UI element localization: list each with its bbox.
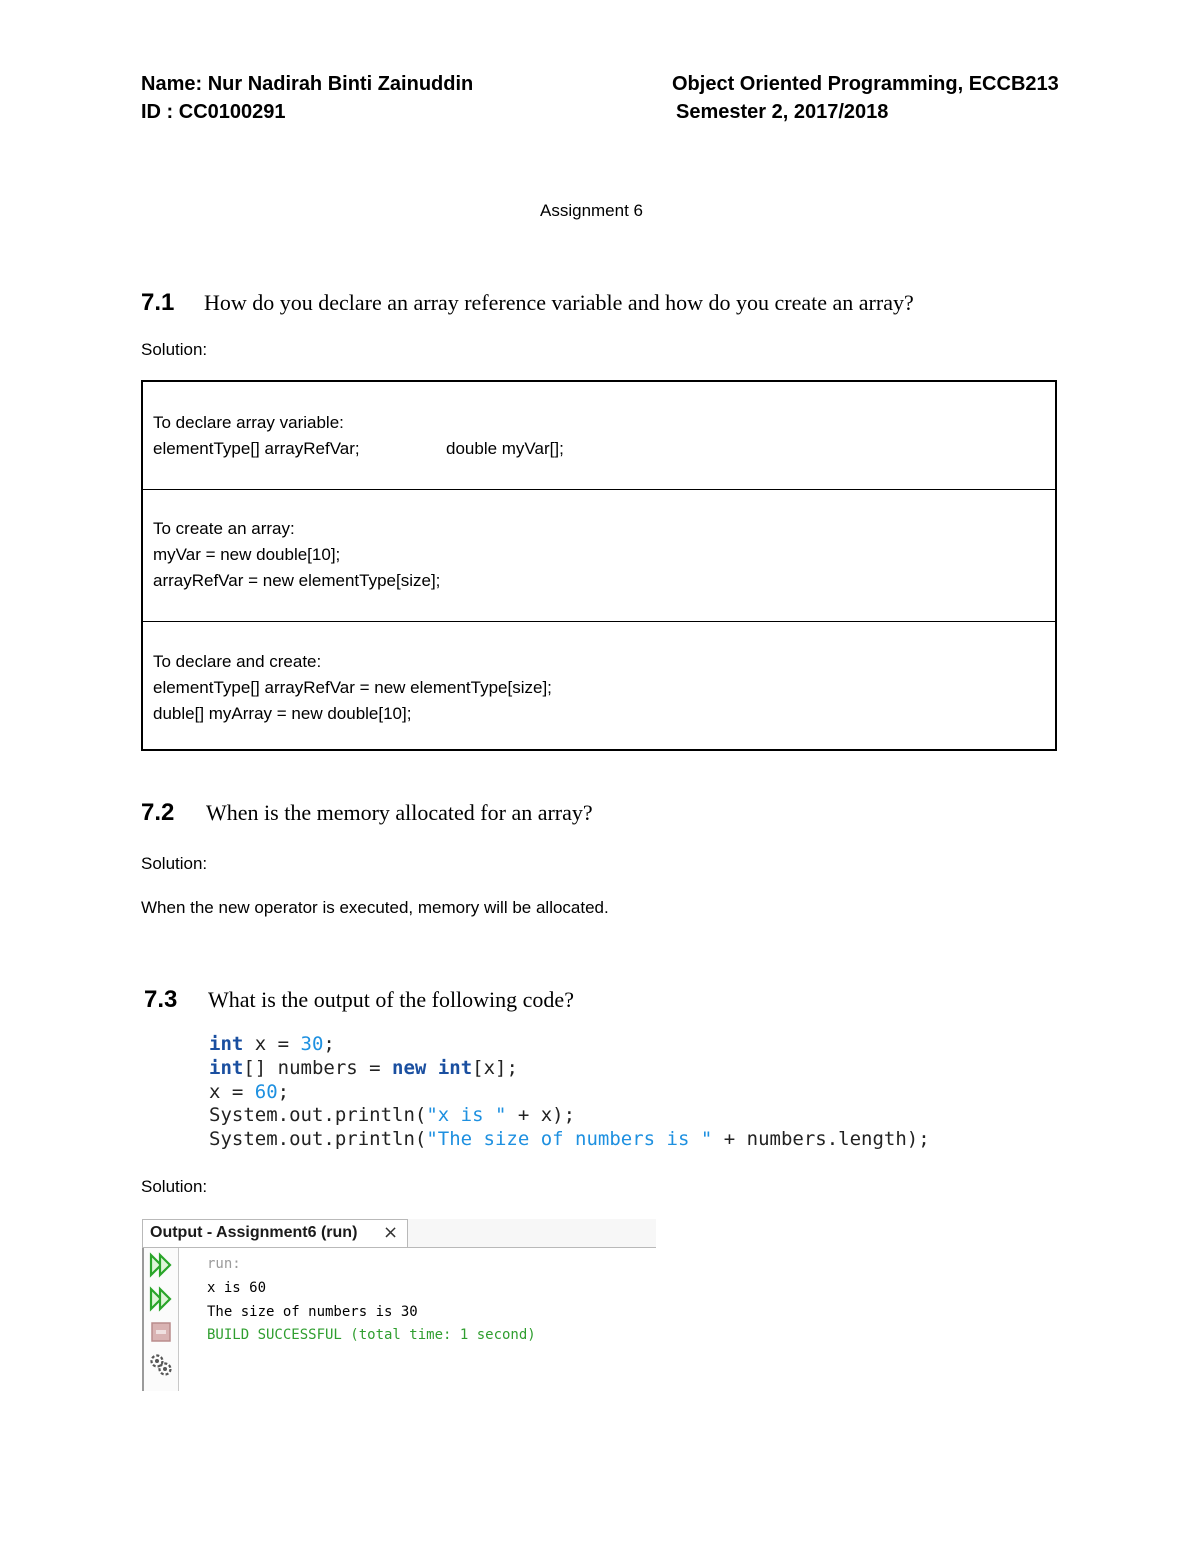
row-heading: To declare array variable:	[153, 413, 344, 432]
code-text: System.out.println(	[209, 1104, 427, 1126]
output-run-line: run:	[207, 1256, 241, 1272]
code-text: ;	[323, 1033, 335, 1055]
semester: Semester 2, 2017/2018	[676, 101, 889, 123]
output-toolbar	[142, 1248, 179, 1391]
code-text: x =	[209, 1081, 255, 1103]
settings-icon[interactable]	[148, 1352, 174, 1378]
table-row	[143, 489, 1055, 622]
code-line: double myVar[];	[446, 439, 564, 458]
output-panel	[142, 1219, 656, 1391]
row-heading: To create an array:	[153, 519, 295, 538]
rerun-icon[interactable]	[148, 1286, 174, 1312]
solution-label: Solution:	[141, 1177, 208, 1196]
code-line: duble[] myArray = new double[10];	[153, 704, 412, 723]
code-line: myVar = new double[10];	[153, 545, 341, 564]
string-literal: "The size of numbers is "	[426, 1128, 713, 1150]
code-line-4	[209, 1104, 575, 1126]
output-line: The size of numbers is 30	[207, 1304, 418, 1320]
course-title: Object Oriented Programming, ECCB213	[672, 73, 1059, 95]
output-line: x is 60	[207, 1280, 267, 1296]
code-line-3	[209, 1081, 289, 1103]
stop-icon[interactable]	[148, 1319, 174, 1345]
code-text: + numbers.length);	[712, 1128, 930, 1150]
code-text: [x];	[472, 1057, 518, 1079]
output-tab-title: Output - Assignment6 (run)	[150, 1224, 358, 1241]
question-number: 7.1	[141, 289, 175, 316]
student-id: ID : CC0100291	[141, 101, 286, 123]
solution-label: Solution:	[141, 340, 208, 359]
keyword: int	[437, 1057, 473, 1079]
code-line: elementType[] arrayRefVar = new elementType[size];	[153, 678, 552, 697]
question-number: 7.2	[141, 799, 175, 826]
keyword: int	[209, 1057, 244, 1079]
code-line-2	[209, 1057, 518, 1079]
code-text	[426, 1057, 437, 1079]
output-tab[interactable]	[142, 1219, 408, 1247]
solution-label: Solution:	[141, 854, 208, 873]
assignment-title: Assignment 6	[540, 201, 643, 220]
row-heading: To declare and create:	[153, 652, 322, 671]
question-number: 7.3	[144, 986, 178, 1013]
code-text: ;	[277, 1081, 290, 1103]
output-build-line: BUILD SUCCESSFUL (total time: 1 second)	[207, 1327, 536, 1343]
code-line: elementType[] arrayRefVar;	[153, 439, 360, 458]
close-icon[interactable]: ×	[383, 1222, 399, 1243]
keyword: int	[209, 1033, 244, 1055]
question-text: What is the output of the following code?	[208, 987, 574, 1012]
table-row	[143, 621, 1055, 749]
table-row	[143, 382, 1055, 490]
panel-tab-bar	[142, 1219, 656, 1248]
code-text: x =	[243, 1033, 301, 1055]
keyword: new	[392, 1057, 427, 1079]
string-literal: "x is "	[426, 1104, 507, 1126]
code-text: System.out.println(	[209, 1128, 427, 1150]
question-text: When is the memory allocated for an array?	[206, 800, 593, 825]
answer-text: When the new operator is executed, memory will be allocated.	[141, 898, 609, 917]
student-name: Name: Nur Nadirah Binti Zainuddin	[141, 73, 474, 95]
code-line-5	[209, 1128, 930, 1150]
code-text: [] numbers =	[243, 1057, 393, 1079]
code-line-1	[209, 1033, 335, 1055]
code-line: arrayRefVar = new elementType[size];	[153, 571, 441, 590]
number-literal: 60	[254, 1081, 278, 1103]
code-text: + x);	[506, 1104, 576, 1126]
run-icon[interactable]	[148, 1252, 174, 1278]
question-text: How do you declare an array reference variable and how do you create an array?	[204, 290, 914, 315]
solution-table	[141, 380, 1057, 751]
number-literal: 30	[300, 1033, 324, 1055]
